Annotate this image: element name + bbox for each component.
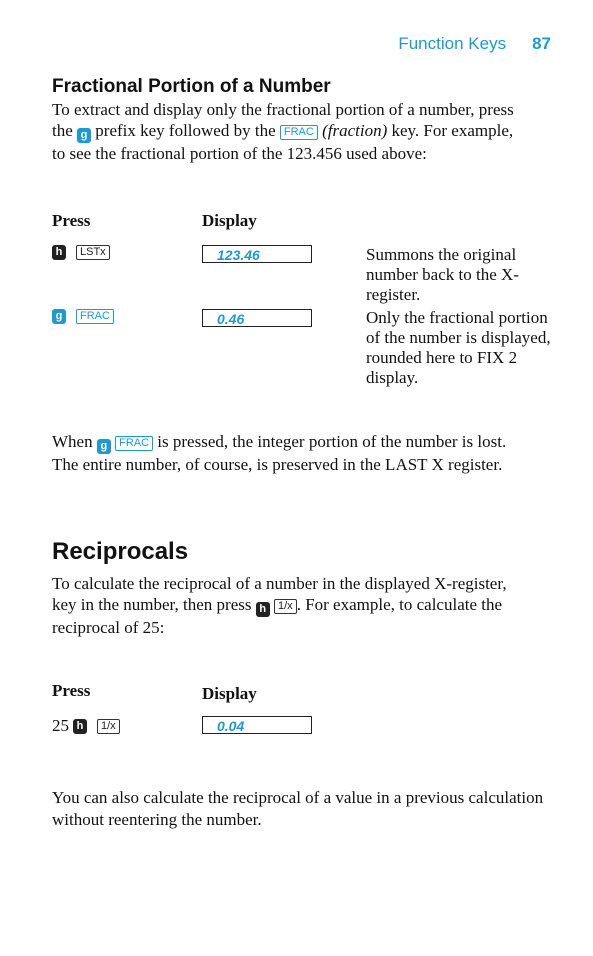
intro-line-2c: (fraction) (322, 121, 388, 140)
frac-key-icon: FRAC (76, 309, 114, 324)
frac-key-icon: FRAC (280, 125, 318, 140)
number-entry: 25 (52, 716, 69, 735)
press-column-header: Press (52, 211, 91, 230)
display-readout-3: 0.04 (202, 716, 312, 734)
reciprocal-line-1: To calculate the reciprocal of a number in the displayed X-register, (52, 574, 507, 593)
row-1-note: Summons the original number back to the X-register. (366, 245, 519, 304)
reciprocal-line-2b: . For example, to calculate the (296, 595, 503, 614)
chapter-title: Function Keys (398, 34, 507, 53)
g-key-icon: g (52, 309, 66, 324)
row-2-note: Only the fractional portion of the number is displayed, rounded here to FIX 2 display. (366, 308, 551, 387)
lstx-key-icon: LSTx (76, 245, 110, 260)
intro-line-3: to see the fractional portion of the 123.456 used above: (52, 144, 427, 163)
display-readout-2: 0.46 (202, 309, 312, 327)
h-key-icon: h (52, 245, 66, 260)
press-column-header-2: Press (52, 681, 91, 700)
reciprocal-paragraph (52, 573, 557, 638)
after-line-1b: is pressed, the integer portion of the number is lost. (157, 432, 507, 451)
g-key-icon: g (77, 128, 91, 143)
h-key-icon: h (73, 719, 87, 734)
frac-key-icon: FRAC (115, 436, 153, 451)
reciprocal-key-icon: 1/x (274, 599, 297, 614)
h-key-icon: h (256, 602, 270, 617)
intro-line-2b: prefix key followed by the (95, 121, 276, 140)
display-column-header: Display (202, 211, 257, 230)
intro-paragraph (52, 99, 557, 164)
page-header (398, 34, 551, 54)
intro-line-2d: key. For example, (391, 121, 514, 140)
section-heading-reciprocals: Reciprocals (52, 538, 189, 565)
g-key-icon: g (97, 439, 111, 454)
reciprocal-key-icon: 1/x (97, 719, 120, 734)
reciprocal-line-3: reciprocal of 25: (52, 618, 165, 637)
after-paragraph (52, 431, 557, 475)
keystroke-row-3 (52, 716, 120, 736)
closing-paragraph: You can also calculate the reciprocal of a value in a previous calculation without reentering the number. (52, 788, 544, 829)
intro-line-2a: the (52, 121, 73, 140)
page-number: 87 (532, 34, 551, 53)
intro-line-1: To extract and display only the fractional portion of a number, press (52, 100, 514, 119)
reciprocal-line-2a: key in the number, then press (52, 595, 252, 614)
section-heading-fractional: Fractional Portion of a Number (52, 76, 331, 97)
keystroke-row-1 (52, 245, 110, 260)
after-line-2: The entire number, of course, is preserved in the LAST X register. (52, 455, 503, 474)
display-column-header-2: Display (202, 684, 257, 703)
display-readout-1: 123.46 (202, 245, 312, 263)
keystroke-row-2 (52, 309, 114, 324)
after-line-1a: When (52, 432, 93, 451)
